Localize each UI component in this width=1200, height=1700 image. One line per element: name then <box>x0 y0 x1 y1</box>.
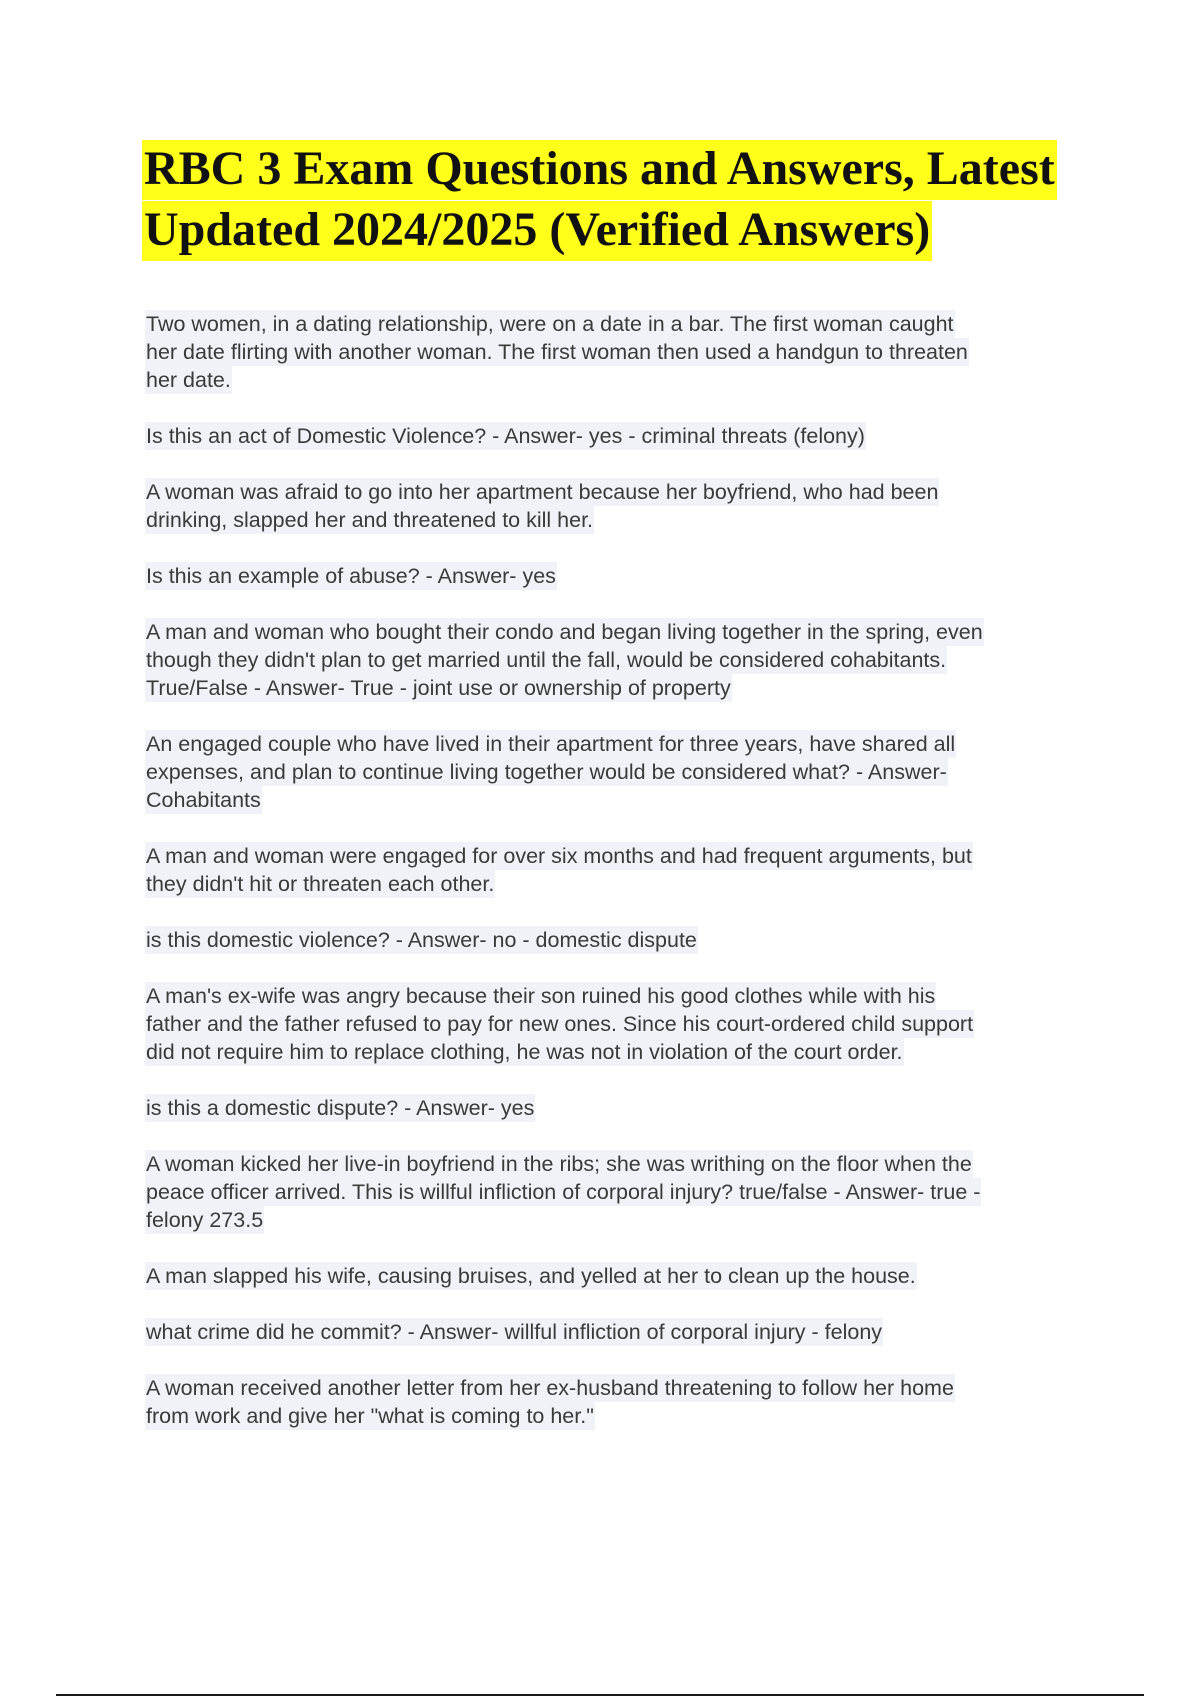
text-line: A woman received another letter from her ex-husband threatening to follow her home <box>146 1376 954 1400</box>
paragraph <box>145 618 1105 702</box>
document-body <box>145 310 1105 1458</box>
text-line: A woman kicked her live-in boyfriend in the ribs; she was writhing on the floor when the <box>146 1152 972 1176</box>
text-line: is this domestic violence? - Answer- no - domestic dispute <box>146 928 697 952</box>
text-line: is this a domestic dispute? - Answer- yes <box>146 1096 535 1120</box>
text-line-row <box>145 1374 1105 1402</box>
text-line-row <box>145 562 1105 590</box>
paragraph <box>145 1262 1105 1290</box>
page-bottom-rule <box>56 1694 1144 1696</box>
text-line-row <box>145 870 1105 898</box>
text-line: A woman was afraid to go into her apartment because her boyfriend, who had been <box>146 480 939 504</box>
text-line-row <box>145 1150 1105 1178</box>
paragraph <box>145 1318 1105 1346</box>
text-line: A man and woman were engaged for over six months and had frequent arguments, but <box>146 844 972 868</box>
text-line-row <box>145 1010 1105 1038</box>
text-line-row <box>145 338 1105 366</box>
text-line-row <box>145 646 1105 674</box>
text-line-row <box>145 1318 1105 1346</box>
text-line: her date. <box>146 368 231 392</box>
text-line-row <box>145 310 1105 338</box>
text-line: A man and woman who bought their condo and began living together in the spring, even <box>146 620 983 644</box>
document-title <box>142 140 1142 262</box>
text-line-row <box>145 982 1105 1010</box>
text-line-row <box>145 1178 1105 1206</box>
paragraph <box>145 1374 1105 1430</box>
text-line-row <box>145 674 1105 702</box>
paragraph <box>145 1150 1105 1234</box>
text-line: A man's ex-wife was angry because their son ruined his good clothes while with his <box>146 984 936 1008</box>
text-line: did not require him to replace clothing, he was not in violation of the court order. <box>146 1040 903 1064</box>
text-line-row <box>145 1094 1105 1122</box>
paragraph <box>145 562 1105 590</box>
title-line-text: RBC 3 Exam Questions and Answers, Latest <box>142 140 1057 200</box>
text-line: True/False - Answer- True - joint use or ownership of property <box>146 676 731 700</box>
text-line-row <box>145 926 1105 954</box>
text-line-row <box>145 1206 1105 1234</box>
text-line: drinking, slapped her and threatened to kill her. <box>146 508 594 532</box>
title-line <box>142 140 1142 201</box>
text-line: from work and give her "what is coming to her." <box>146 1404 594 1428</box>
text-line: A man slapped his wife, causing bruises, and yelled at her to clean up the house. <box>146 1264 916 1288</box>
text-line-row <box>145 618 1105 646</box>
text-line: they didn't hit or threaten each other. <box>146 872 495 896</box>
text-line-row <box>145 842 1105 870</box>
text-line: though they didn't plan to get married until the fall, would be considered cohabitants. <box>146 648 947 672</box>
paragraph <box>145 982 1105 1066</box>
text-line-row <box>145 730 1105 758</box>
text-line-row <box>145 478 1105 506</box>
text-line-row <box>145 1262 1105 1290</box>
paragraph <box>145 926 1105 954</box>
paragraph <box>145 1094 1105 1122</box>
text-line: expenses, and plan to continue living together would be considered what? - Answer- <box>146 760 947 784</box>
text-line-row <box>145 758 1105 786</box>
text-line: An engaged couple who have lived in their apartment for three years, have shared all <box>146 732 956 756</box>
paragraph <box>145 842 1105 898</box>
text-line: father and the father refused to pay for new ones. Since his court-ordered child support <box>146 1012 974 1036</box>
text-line: Is this an act of Domestic Violence? - Answer- yes - criminal threats (felony) <box>146 424 865 448</box>
text-line-row <box>145 506 1105 534</box>
text-line: her date flirting with another woman. The first woman then used a handgun to threaten <box>146 340 968 364</box>
paragraph <box>145 730 1105 814</box>
text-line: Two women, in a dating relationship, were on a date in a bar. The first woman caught <box>146 312 954 336</box>
title-line <box>142 201 1142 262</box>
text-line: peace officer arrived. This is willful infliction of corporal injury? true/false - Answer- true - <box>146 1180 981 1204</box>
text-line-row <box>145 1402 1105 1430</box>
text-line: felony 273.5 <box>146 1208 264 1232</box>
text-line: Is this an example of abuse? - Answer- yes <box>146 564 556 588</box>
title-line-text: Updated 2024/2025 (Verified Answers) <box>142 201 932 261</box>
paragraph <box>145 478 1105 534</box>
text-line: Cohabitants <box>146 788 261 812</box>
text-line-row <box>145 422 1105 450</box>
text-line-row <box>145 366 1105 394</box>
paragraph <box>145 422 1105 450</box>
text-line: what crime did he commit? - Answer- willful infliction of corporal injury - felony <box>146 1320 883 1344</box>
text-line-row <box>145 1038 1105 1066</box>
paragraph <box>145 310 1105 394</box>
text-line-row <box>145 786 1105 814</box>
